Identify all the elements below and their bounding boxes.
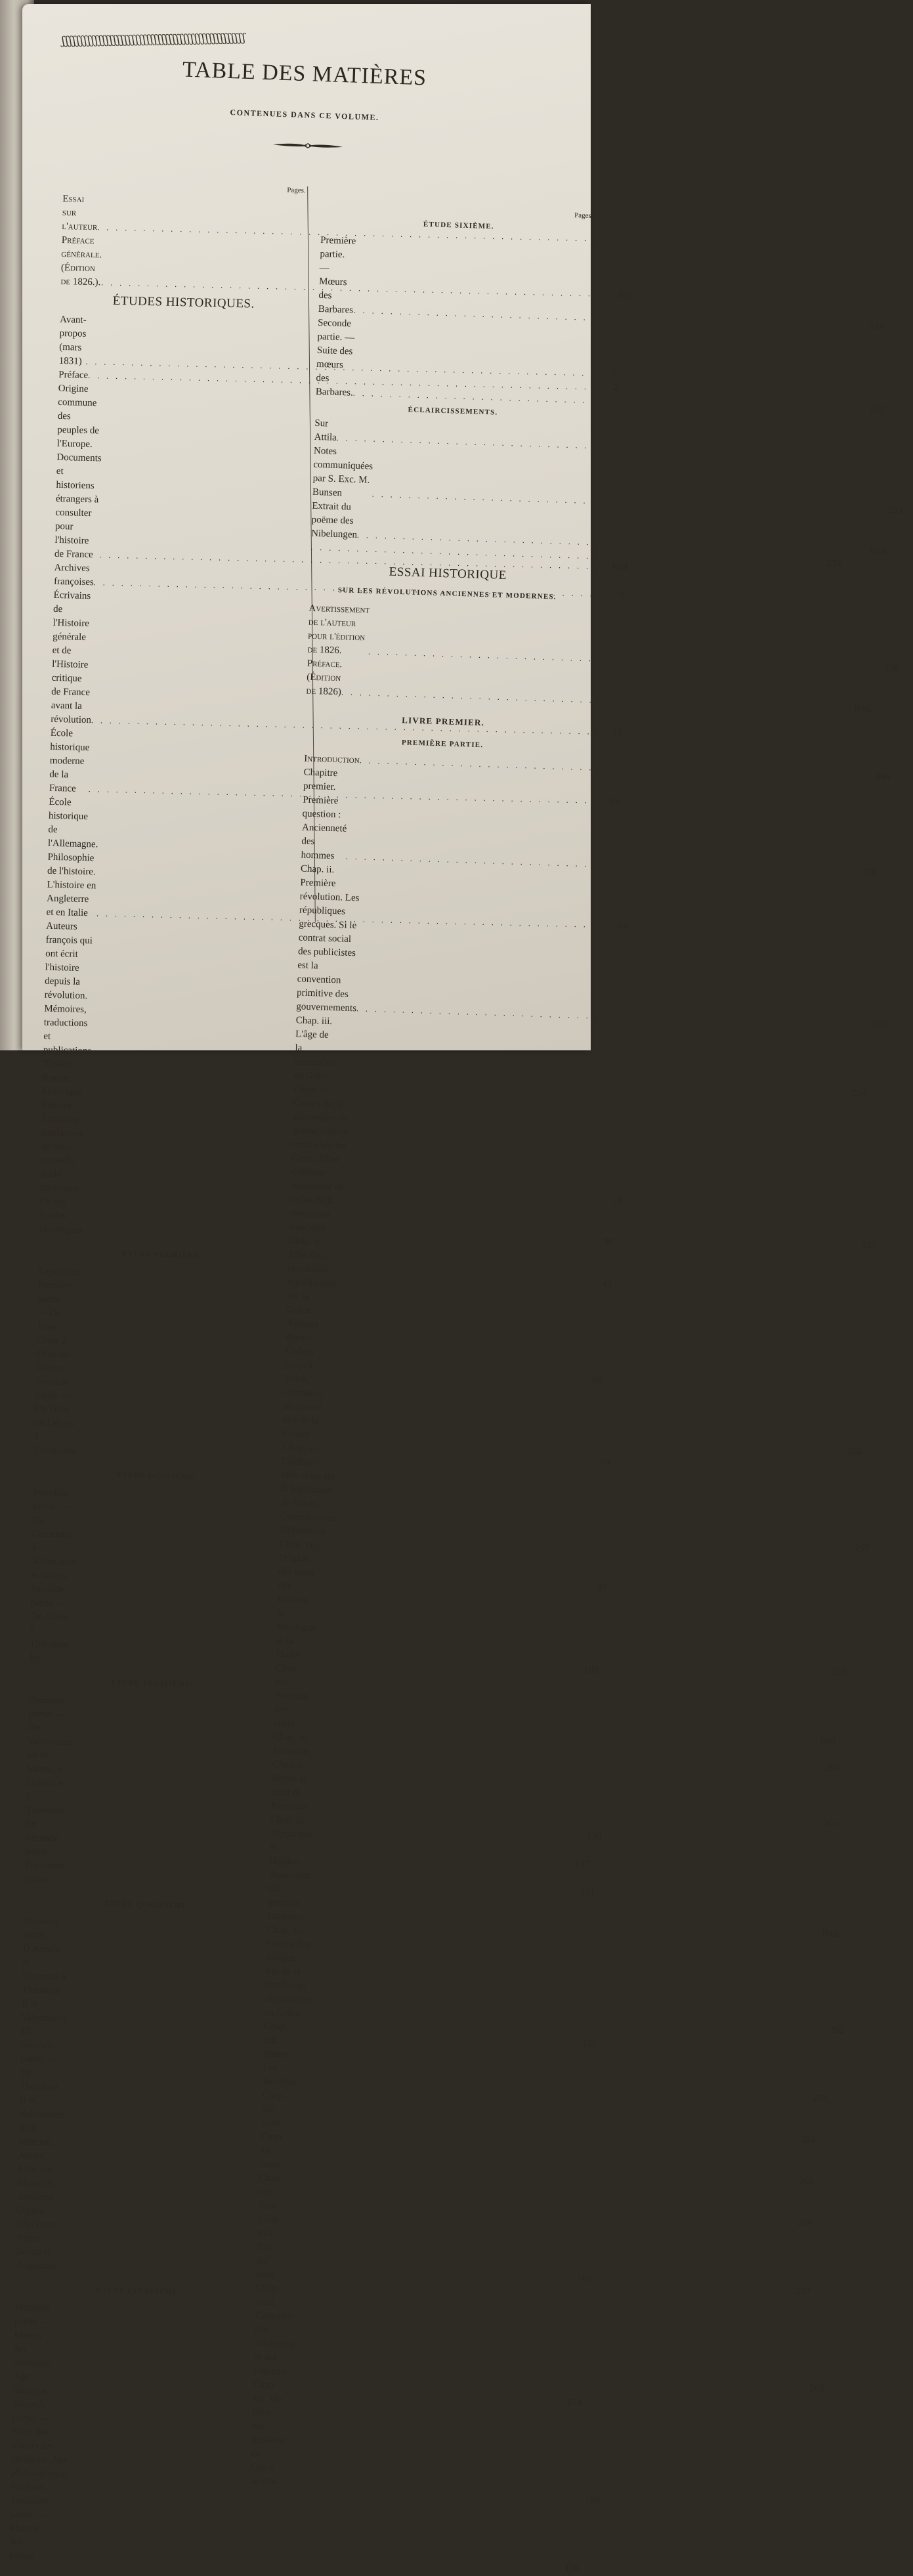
toc-entry: Extrait du poëme des Nibelungen . . . Ibid. <box>311 500 588 549</box>
toc-entry: Archives françoises . . . 6 <box>54 561 301 595</box>
toc-entry: Chap. xiii. Sparte. Les Jacobins . . . 263 <box>263 2020 540 2097</box>
pages-label: Pages. <box>287 186 306 195</box>
toc-entry: Première partie. — De Valentinien Ier et Valens, à Gratien et à Théodose Ier . . . 130 <box>26 1693 276 1836</box>
toc-entry: Sur Attila . . . <box>314 417 590 453</box>
toc-right-column <box>249 201 903 2497</box>
toc-entry: Chap. xvii. Fin du sujet . . . 267 <box>256 2212 534 2290</box>
toc-entry: Chap. x. Règne et mort de Pisistrate . . . 261 <box>271 1758 548 1822</box>
section-heading: ÉTUDE CINQUIÈME. <box>96 2286 181 2296</box>
section-heading: ÉTUDE QUATRIÈME. <box>104 1900 190 1910</box>
page-subtitle: CONTENUES DANS CE VOLUME. <box>230 108 379 122</box>
toc-entry: Notes communiquées par S. Exc. M. Bunsen . . . 233 <box>312 444 589 508</box>
toc-entry: Chap. xii. Guerre des émigrés. Fin de la révolution républicaine en Grèce . . . 262 <box>265 1923 543 2029</box>
toc-entry: Première partie. — D'Arcade et Honorius à Théodose II et Valentinien III. . . . 158 <box>21 1914 270 2044</box>
toc-entry: Chap. xviii. Caractère des Athéniens et des François . . . 268 <box>253 2281 532 2386</box>
header-ornament: ʃʃʃʃʃʃʃʃʃʃʃʃʃʃʃʃʃʃʃʃʃʃʃʃʃʃʃʃʃʃʃʃʃʃʃʃʃʃʃʃʃʃʃʃʃʃʃʃʃʃ <box>61 31 246 48</box>
section-heading: ÉCLAIRCISSEMENTS. <box>408 406 498 417</box>
section-heading: ÉTUDE DEUXIÈME. <box>117 1471 198 1482</box>
toc-entry: Essai sur l'auteur . . . j <box>62 192 309 240</box>
toc-entry: Première partie. — De Constantin à Valentinien et Valens . . . 95 <box>31 1486 280 1587</box>
toc-entry: Chap. iii. L'âge de la monarchie en Grèce . . . 254 <box>294 1014 572 1091</box>
toc-entry: Chap. xvi. Suite . . . 266 <box>259 2172 536 2222</box>
toc-entry: École historique moderne de la France . . . 13 <box>49 727 297 802</box>
section-heading: ÉTUDE TROISIÈME. <box>110 1679 194 1689</box>
toc-entry: Chap. vi. Quelques réflexions sur la législation de Solon. Comparaisons. Différences . . . 257 <box>280 1441 558 1546</box>
toc-entry: Exposition . . . 43 <box>38 1265 285 1285</box>
toc-entry: Avertissement de l'auteur pour l'édition de 1826. . . . 236 <box>307 602 584 666</box>
toc-entry: Première partie. — Mœurs des Barbares . . . 210 <box>318 234 596 325</box>
toc-entry: Chap. xix. De l'état des lumières en Grèce au mo- <box>249 2379 286 2487</box>
toc-entry: Seconde partie. — Suite des mœurs des chrétiens. Age philosophique. Hérésies . . . 186 <box>11 2397 259 2499</box>
toc-entry: De ces Études historiques . . . 30 <box>39 1195 286 1243</box>
section-heading: ÉTUDE PREMIÈRE. <box>122 1250 202 1260</box>
book-page <box>9 4 903 2574</box>
toc-entry: Chap. xiv. Suite . . . 264 <box>261 2089 538 2139</box>
toc-entry: Chap. viii. Portraits des chefs . . . Ibid. <box>274 1662 551 1739</box>
toc-entry: Préface . . . 2 <box>58 368 305 388</box>
fleuron-divider-icon <box>272 138 345 154</box>
toc-entry: Chap. ii. Première révolution. Les républiques grecques. Si le contrat social des publicistes est la convention primitive des gouvernements . . . 253 <box>296 863 576 1023</box>
toc-entry: Première partie. — De Jules César à Dèce ou Décius. . . . 50 <box>36 1279 285 1381</box>
toc-entry: Chap. iv. Causes de la subversion du gouvernement royal chez les Grecs. Elles diffèrent totalement de celles de la révolution françoise . . . 255 <box>289 1083 570 1243</box>
toc-entry: Seconde partie. — De Julien à Théodose Ier . . . 109 <box>30 1582 278 1670</box>
section-heading: LIVRE PREMIER. <box>402 715 485 728</box>
toc-entry: Chap. xv. Suite . . . 265 <box>260 2130 537 2180</box>
toc-entry: Seconde partie. — De Dèce ou Décius à Constantin. . . . 79 <box>34 1375 283 1463</box>
toc-entry: Première partie. — Mœurs des chrétiens. Age héroïque . . . 174 <box>12 2301 261 2403</box>
page-title: TABLE DES MATIÈRES <box>182 57 427 91</box>
toc-entry: École historique de l'Allemagne. Philosophie de l'histoire. L'histoire en Angleterre et en Italie . . . 14 <box>46 796 295 925</box>
toc-entry: Origine commune des peuples de l'Europe. Documents et historiens étrangers à consulter pour l'histoire de France . . . Ibid. <box>54 382 305 567</box>
toc-entry: Avant-propos (mars 1831) . . . 1 <box>58 313 307 374</box>
toc-entry: Chap. vii. Origine des noms des factions : la Montagne et la Plaine . . . 259 <box>276 1537 555 1670</box>
toc-entry: Troisième partie . . . 151 <box>24 1858 272 1892</box>
section-heading: ÉTUDES HISTORIQUES. <box>112 293 255 311</box>
toc-entry: Préface. (Édition de 1826) . . . Ibid. <box>306 657 583 707</box>
section-heading: ESSAI HISTORIQUE <box>389 565 507 583</box>
section-subheading: PREMIÈRE PARTIE. <box>401 739 484 750</box>
toc-entry: Troisième partie. — Mœurs des païens . . . 196 <box>9 2494 257 2569</box>
toc-entry: Seconde partie . . . 137 <box>25 1831 272 1864</box>
toc-entry: Chap. v. Effet de la révolution républicaine sur la Grèce. Athènes depuis Codrus jusqu'à Solon, comparée au nouvel état de la France . . . 256 <box>283 1234 565 1449</box>
toc-entry: . . . 234 <box>310 541 586 563</box>
toc-entry: Écrivains de l'Histoire générale et de l'Histoire critique de France avant la révolution . . . 10 <box>51 589 301 732</box>
toc-entry: Chap. xi. Hipparque et Hippias. Assassinat du premier. Rapports . . . Ibid. <box>268 1813 547 1932</box>
section-heading: ÉTUDE SIXIÈME. <box>423 220 495 231</box>
toc-entry: Préface générale. (Édition de 1826.). . . . xiij <box>60 234 308 295</box>
toc-entry: Seconde partie. — Suite des mœurs des Barbares. . . . 222 <box>316 316 594 408</box>
section-subheading: SUR LES RÉVOLUTIONS ANCIENNES ET MODERNES. <box>337 586 557 601</box>
toc-entry: Chapitre premier. Première question : Ancienneté des hommes . . . 250 <box>301 766 579 871</box>
toc-entry: Seconde partie. — De Théodose II et Valentinien III à Marcien, Avitus, Léon Ier, Majorien, Anthême, Olybre, Glycérius, Népos, Zénon et Augustule. . . . 166 <box>16 2038 268 2278</box>
toc-entry: Auteurs françois qui ont écrit l'histoire depuis la révolution. Mémoires, traductions et publications. Théâtre. Roman historique. Poésies. Écrivains fondateurs de notre nouvelle école historique . . . 18 <box>40 920 293 1201</box>
toc-entry: Introduction . . . 246 <box>304 752 580 775</box>
toc-entry: Chap. ix. Pisistrate . . . 260 <box>272 1730 549 1767</box>
pages-label: Pages. <box>574 211 593 220</box>
